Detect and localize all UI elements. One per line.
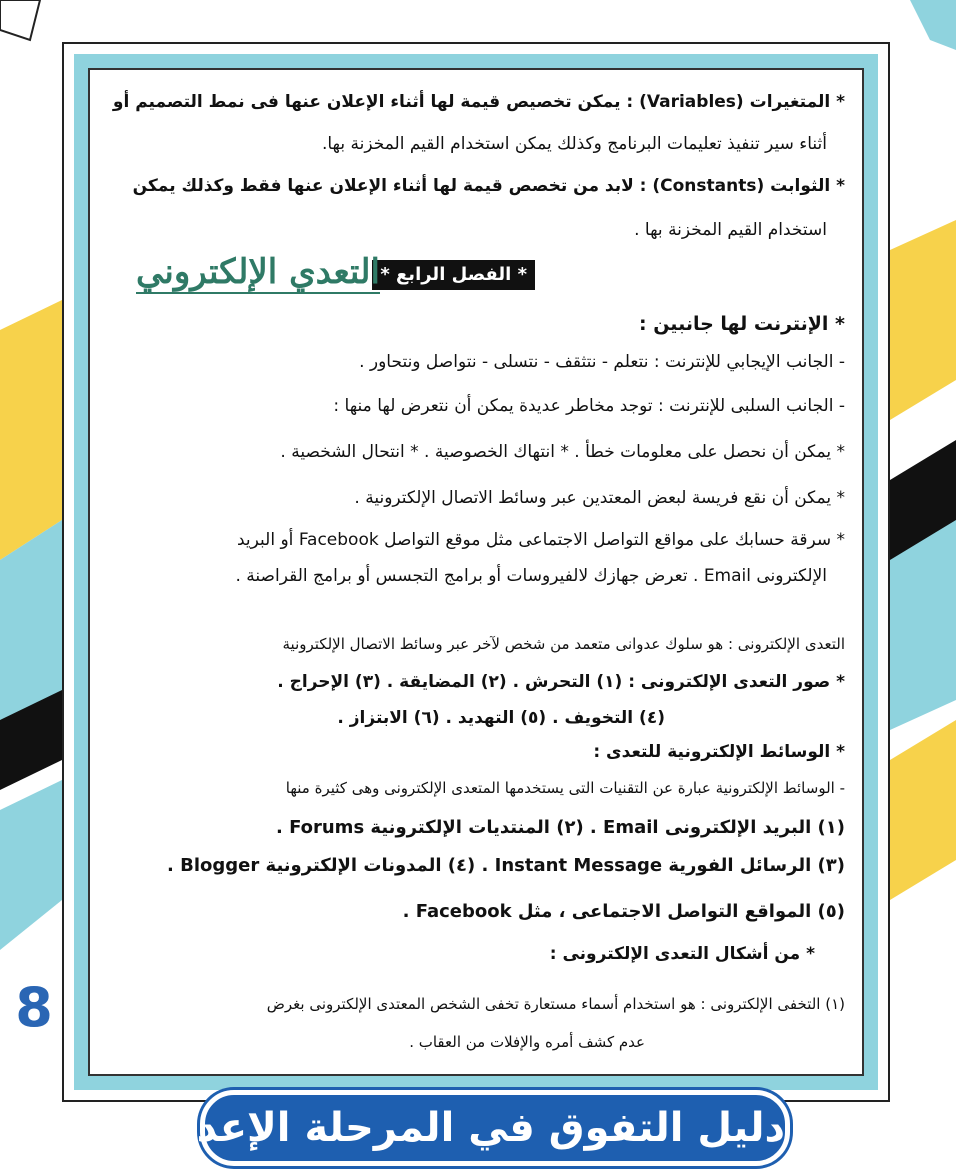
media-list-3: (٥) المواقع التواصل الاجتماعى ، مثل Facebook .: [402, 901, 845, 922]
disguise-definition-cont: عدم كشف أمره والإفلات من العقاب .: [409, 1033, 645, 1051]
cyberbullying-definition: التعدى الإلكترونى : هو سلوك عدوانى متعمد من شخص لآخر عبر وسائط الاتصال الإلكترونية: [282, 635, 845, 653]
internet-negative: - الجانب السلبى للإنترنت : توجد مخاطر عديدة يمكن أن نتعرض لها منها :: [333, 396, 845, 416]
chapter-title: التعدي الإلكتروني: [136, 252, 380, 292]
forms-heading: * من أشكال التعدى الإلكترونى :: [549, 944, 815, 964]
media-heading: * الوسائط الإلكترونية للتعدى :: [593, 742, 845, 762]
variables-definition-cont: أثناء سير تنفيذ تعليمات البرنامج وكذلك يمكن استخدام القيم المخزنة بها.: [321, 134, 827, 154]
media-definition: - الوسائط الإلكترونية عبارة عن التقنيات التى يستخدمها المتعدى الإلكترونى وهى كثيرة منها: [285, 779, 845, 797]
footer-title-banner: دليل التفوق في المرحلة الإعدادية: [200, 1090, 790, 1166]
chapter-label: * الفصل الرابع *: [372, 260, 535, 290]
internet-heading: * الإنترنت لها جانبين :: [639, 313, 845, 335]
cyberbullying-forms-cont: (٤) التخويف . (٥) التهديد . (٦) الابتزاز .: [337, 708, 665, 728]
page-number: 8: [15, 976, 53, 1039]
variables-definition: * المتغيرات (Variables) : يمكن تخصيص قيمة لها أثناء الإعلان عنها فى نمط التصميم أو: [112, 92, 845, 112]
disguise-definition: (١) التخفى الإلكترونى : هو استخدام أسماء مستعارة تخفى الشخص المعتدى الإلكترونى بغرض: [266, 995, 845, 1013]
constants-definition-cont: استخدام القيم المخزنة بها .: [634, 220, 827, 240]
internet-positive: - الجانب الإيجابي للإنترنت : نتعلم - نتثقف - نتسلى - نتواصل ونتحاور .: [359, 352, 845, 372]
media-list-1: (١) البريد الإلكترونى Email . (٢) المنتديات الإلكترونية Forums .: [275, 817, 845, 838]
risk-list-3-cont: الإلكترونى Email . تعرض جهازك لالفيروسات أو برامج التجسس أو برامج القراصنة .: [235, 566, 827, 586]
media-list-2: (٣) الرسائل الفورية Instant Message . (٤) المدونات الإلكترونية Blogger .: [167, 855, 845, 876]
cyberbullying-forms: * صور التعدى الإلكترونى : (١) التحرش . (٢) المضايقة . (٣) الإحراج .: [277, 672, 845, 692]
constants-definition: * الثوابت (Constants) : لابد من تخصص قيمة لها أثناء الإعلان عنها فقط وكذلك يمكن: [132, 176, 845, 196]
risk-list-3: * سرقة حسابك على مواقع التواصل الاجتماعى مثل موقع التواصل Facebook أو البريد: [237, 530, 845, 550]
risk-list-2: * يمكن أن نقع فريسة لبعض المعتدين عبر وسائط الاتصال الإلكترونية .: [354, 488, 845, 508]
risk-list-1: * يمكن أن نحصل على معلومات خطأ . * انتهاك الخصوصية . * انتحال الشخصية .: [280, 442, 845, 462]
